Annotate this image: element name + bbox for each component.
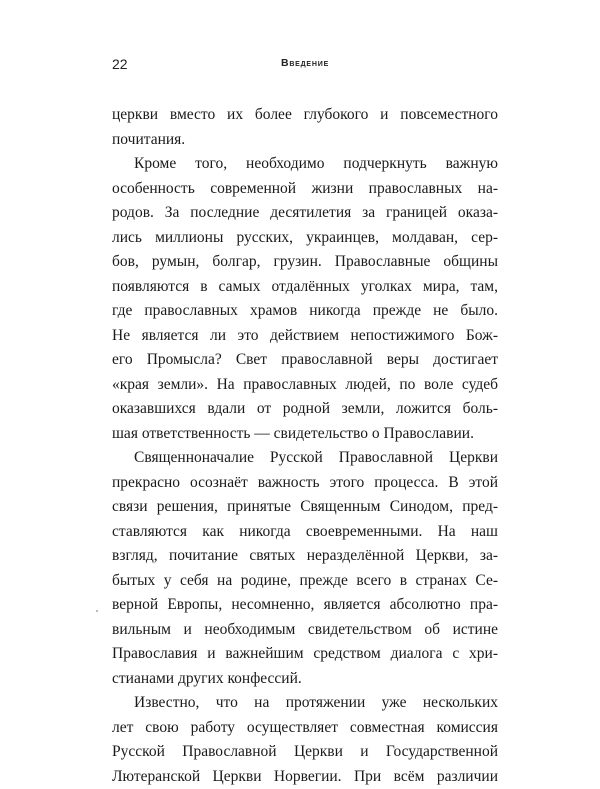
text-line: ставляются как никогда своевременными. На наш bbox=[112, 520, 498, 545]
text-line: церкви вместо их более глубокого и повсеместного bbox=[112, 103, 498, 128]
text-line: «края земли». На православных людей, по воле судеб bbox=[112, 373, 498, 398]
text-line: шая ответственность — свидетельство о Православии. bbox=[112, 422, 498, 447]
text-line: Кроме того, необходимо подчеркнуть важную bbox=[112, 152, 498, 177]
text-line: Православия и важнейшим средством диалога с хри- bbox=[112, 642, 498, 667]
text-line: вильным и необходимым свидетельством об истине bbox=[112, 618, 498, 643]
text-line: связи решения, принятые Священным Синодом, пред- bbox=[112, 495, 498, 520]
margin-speck bbox=[96, 610, 98, 612]
text-line: стианами других конфессий. bbox=[112, 667, 498, 692]
text-line: особенность современной жизни православных на- bbox=[112, 177, 498, 202]
text-line: Известно, что на протяжении уже нескольких bbox=[112, 691, 498, 716]
text-line: Лютеранской Церкви Норвегии. При всём различии bbox=[112, 765, 498, 789]
text-line: почитания. bbox=[112, 128, 498, 153]
text-line: оказавшихся вдали от родной земли, ложится боль- bbox=[112, 397, 498, 422]
text-line: где православных храмов никогда прежде не было. bbox=[112, 299, 498, 324]
text-line: бытых у себя на родине, прежде всего в странах Се- bbox=[112, 569, 498, 594]
text-line: лись миллионы русских, украинцев, молдаван, сер- bbox=[112, 226, 498, 251]
text-line: верной Европы, несомненно, является абсолютно пра- bbox=[112, 593, 498, 618]
text-line: бов, румын, болгар, грузин. Православные общины bbox=[112, 250, 498, 275]
page-number: 22 bbox=[112, 56, 128, 72]
text-line: Русской Православной Церкви и Государственной bbox=[112, 740, 498, 765]
text-line: родов. За последние десятилетия за границей оказа- bbox=[112, 201, 498, 226]
text-line: лет свою работу осуществляет совместная комиссия bbox=[112, 716, 498, 741]
text-line: прекрасно осознаёт важность этого процесса. В этой bbox=[112, 471, 498, 496]
text-line: взгляд, почитание святых неразделённой Церкви, за- bbox=[112, 544, 498, 569]
text-line: появляются в самых отдалённых уголках мира, там, bbox=[112, 275, 498, 300]
running-head: Введение bbox=[112, 57, 498, 69]
page-header bbox=[112, 56, 498, 76]
text-line: его Промысла? Свет православной веры достигает bbox=[112, 348, 498, 373]
body-text bbox=[112, 103, 498, 789]
text-line: Не является ли это действием непостижимого Бож- bbox=[112, 324, 498, 349]
text-line: Священноначалие Русской Православной Церкви bbox=[112, 446, 498, 471]
